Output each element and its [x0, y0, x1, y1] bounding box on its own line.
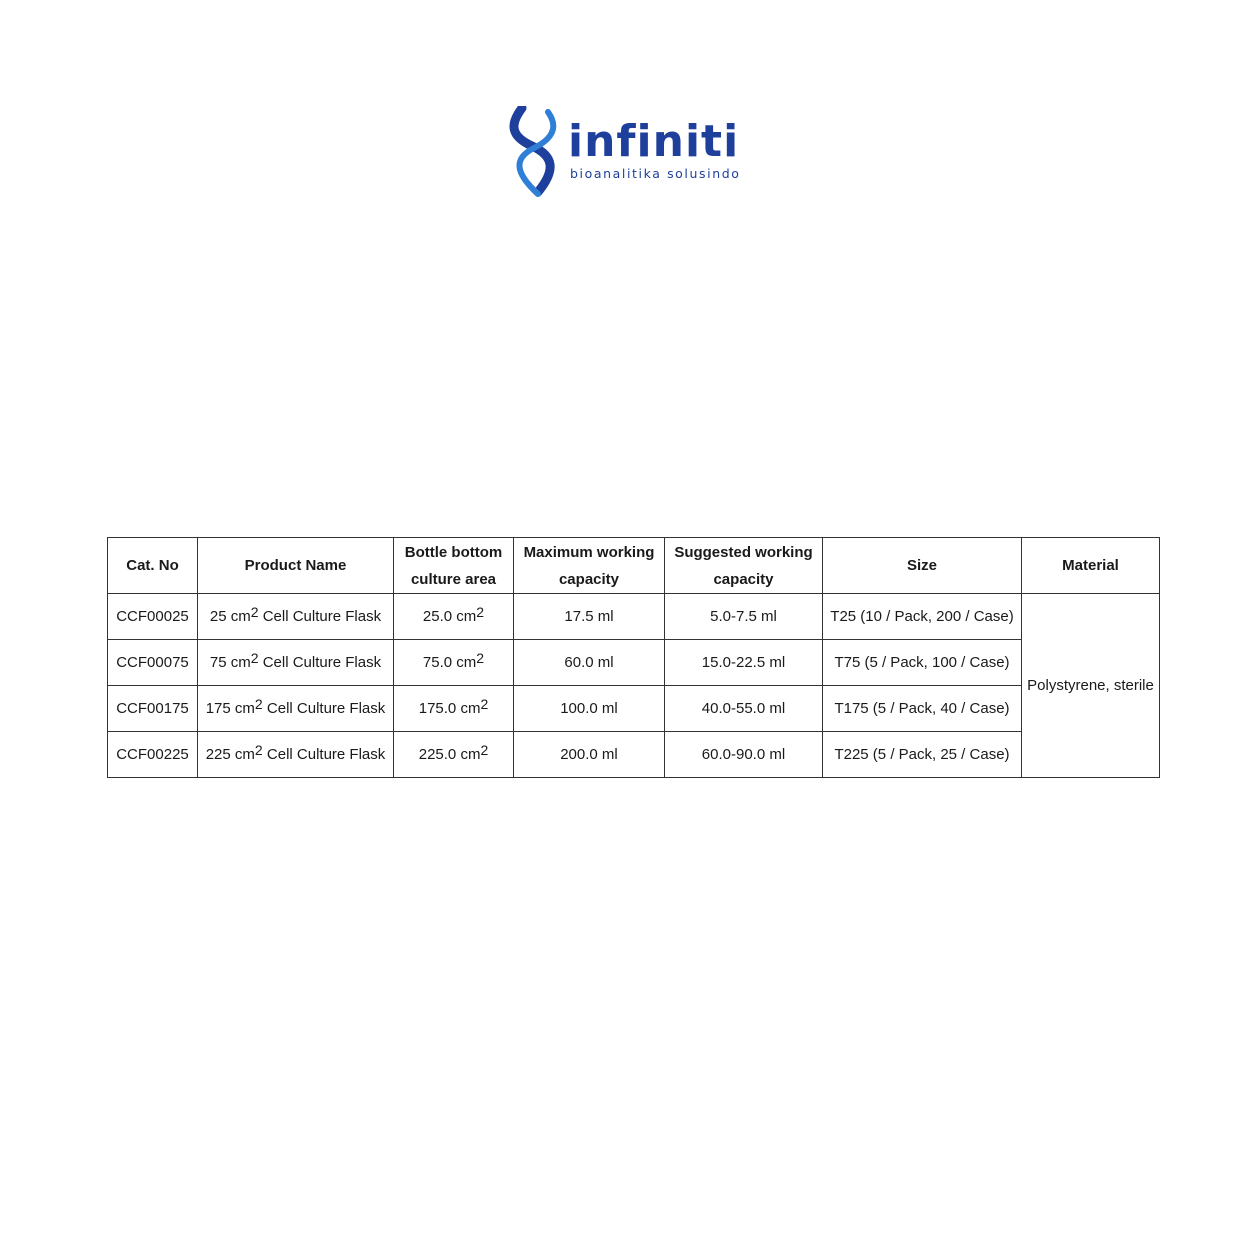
- cell-suggested-capacity: 5.0-7.5 ml: [665, 594, 823, 640]
- cell-product-name: 75 $cm^2$ Cell Culture Flask: [198, 640, 394, 686]
- table-row: [108, 640, 1160, 686]
- header-suggested-capacity: [665, 538, 823, 594]
- cell-max-capacity: 100.0 ml: [514, 686, 665, 732]
- cell-suggested-capacity: 15.0-22.5 ml: [665, 640, 823, 686]
- cell-culture-area: 225.0 $cm^2$: [394, 732, 514, 778]
- cell-max-capacity: 200.0 ml: [514, 732, 665, 778]
- header-suggested-capacity-line2: capacity: [713, 570, 774, 588]
- cell-product-name: 225 $cm^2$ Cell Culture Flask: [198, 732, 394, 778]
- header-max-capacity-line2: capacity: [558, 570, 620, 588]
- dna-helix-icon: [508, 106, 564, 198]
- cell-material: Polystyrene, sterile: [1022, 594, 1160, 778]
- header-max-capacity: [514, 538, 665, 594]
- logo-tagline: bioanalitika solusindo: [570, 166, 741, 181]
- header-cat-no: Cat. No: [108, 538, 198, 594]
- cell-suggested-capacity: 40.0-55.0 ml: [665, 686, 823, 732]
- cell-cat-no: CCF00025: [108, 594, 198, 640]
- cell-size: T175 (5 / Pack, 40 / Case): [823, 686, 1022, 732]
- cell-culture-area: 75.0 $cm^2$: [394, 640, 514, 686]
- cell-product-name: 175 $cm^2$ Cell Culture Flask: [198, 686, 394, 732]
- table-header-row: [108, 538, 1160, 594]
- header-culture-area-line1: Bottle bottom: [404, 543, 503, 561]
- cell-size: T25 (10 / Pack, 200 / Case): [823, 594, 1022, 640]
- cell-suggested-capacity: 60.0-90.0 ml: [665, 732, 823, 778]
- logo-wordmark: infiniti: [568, 116, 740, 167]
- table-row: [108, 686, 1160, 732]
- header-culture-area: [394, 538, 514, 594]
- cell-max-capacity: 60.0 ml: [514, 640, 665, 686]
- cell-culture-area: 25.0 $cm^2$: [394, 594, 514, 640]
- product-spec-table: [107, 537, 1160, 778]
- header-culture-area-line2: culture area: [410, 570, 497, 588]
- cell-product-name: 25 $cm^2$ Cell Culture Flask: [198, 594, 394, 640]
- cell-max-capacity: 17.5 ml: [514, 594, 665, 640]
- cell-cat-no: CCF00175: [108, 686, 198, 732]
- cell-size: T225 (5 / Pack, 25 / Case): [823, 732, 1022, 778]
- header-size: Size: [823, 538, 1022, 594]
- header-suggested-capacity-line1: Suggested working: [674, 543, 813, 561]
- header-material: Material: [1022, 538, 1160, 594]
- cell-cat-no: CCF00225: [108, 732, 198, 778]
- table-row: [108, 732, 1160, 778]
- cell-size: T75 (5 / Pack, 100 / Case): [823, 640, 1022, 686]
- header-product-name: Product Name: [198, 538, 394, 594]
- header-max-capacity-line1: Maximum working: [523, 543, 655, 561]
- company-logo: [508, 106, 748, 198]
- cell-cat-no: CCF00075: [108, 640, 198, 686]
- cell-culture-area: 175.0 $cm^2$: [394, 686, 514, 732]
- table-row: [108, 594, 1160, 640]
